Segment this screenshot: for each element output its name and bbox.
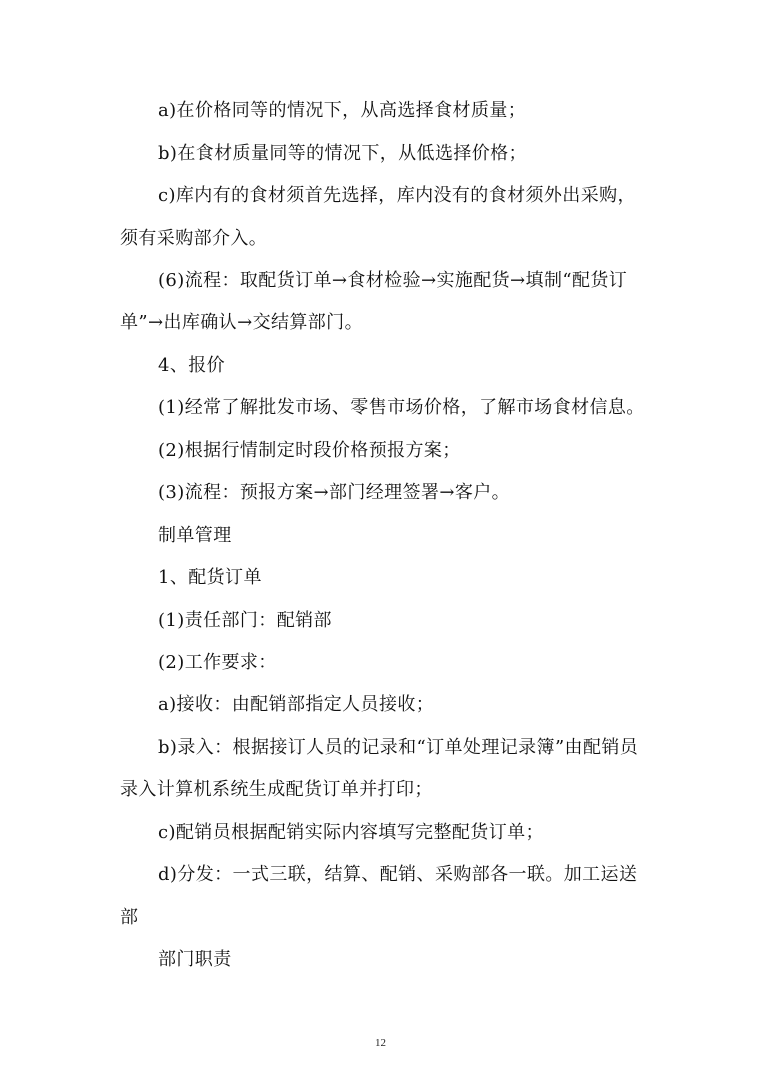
- text-line-fill-order: c)配销员根据配销实际内容填写完整配货订单；: [158, 822, 544, 843]
- text-line-responsible-dept: (1)责任部门：配销部: [158, 610, 332, 631]
- heading-delivery-order: 1、配货订单: [158, 567, 262, 588]
- text-line-receive: a)接收：由配销部指定人员接收；: [158, 694, 435, 715]
- text-line-market-info: (1)经常了解批发市场、零售市场价格，了解市场食材信息。: [158, 397, 645, 418]
- text-line-entry-cont: 录入计算机系统生成配货订单并打印；: [120, 779, 433, 800]
- text-line-stock-first: c)库内有的食材须首先选择，库内没有的食材须外出采购，: [158, 185, 636, 206]
- text-line-stock-first-cont: 须有采购部介入。: [120, 228, 268, 249]
- heading-order-management: 制单管理: [158, 525, 232, 546]
- text-line-flow-6-cont: 单”→出库确认→交结算部门。: [120, 312, 363, 333]
- heading-quote: 4、报价: [158, 355, 226, 376]
- text-line-distribute-cont: 部: [120, 907, 139, 928]
- text-line-quality-equal: b)在食材质量同等的情况下，从低选择价格；: [158, 143, 527, 164]
- text-line-entry: b)录入：根据接订人员的记录和“订单处理记录簿”由配销员: [158, 737, 639, 758]
- text-line-distribute: d)分发：一式三联，结算、配销、采购部各一联。加工运送: [158, 864, 638, 885]
- text-line-price-equal: a)在价格同等的情况下，从高选择食材质量；: [158, 100, 527, 121]
- text-line-flow-6: (6)流程：取配货订单→食材检验→实施配货→填制“配货订: [158, 270, 628, 291]
- page-number: 12: [375, 1037, 386, 1049]
- heading-department-duties: 部门职责: [158, 949, 232, 970]
- text-line-work-requirements: (2)工作要求：: [158, 652, 277, 673]
- text-line-forecast-plan: (2)根据行情制定时段价格预报方案；: [158, 440, 461, 461]
- text-line-quote-flow: (3)流程：预报方案→部门经理签署→客户。: [158, 482, 511, 503]
